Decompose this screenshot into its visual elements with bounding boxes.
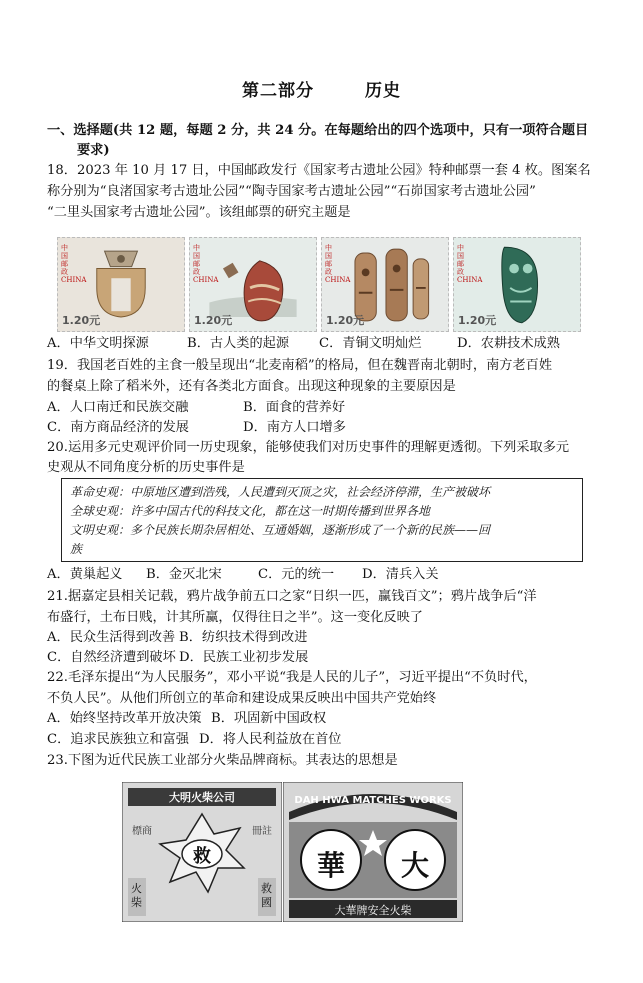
quote-civilization-cont: 族 [70,542,83,556]
stamp-price-label: 1.20元 [458,314,497,327]
q22-options-row2 [47,730,341,750]
q23-line1: 23.下图为近代民族工业部分火柴品牌商标。其表达的思想是 [47,753,398,768]
stamp-erlitou [453,237,581,332]
q19-options-row1 [47,398,345,418]
logo1-right-mark: 冊註 [252,826,272,837]
stamp-country-label: 中国邮政 CHINA [325,244,351,284]
option-b[interactable]: B．金灭北宋 [146,567,222,582]
q19-options-row2 [47,418,346,438]
logo2-top-text: DAH HWA MATCHES WORKS [294,795,452,806]
stamp-liangzhu [57,237,185,332]
option-d[interactable]: D．农耕技术成熟 [457,336,560,351]
section-instruction-line1: 一、选择题(共 12 题，每题 2 分，共 24 分。在每题给出的四个选项中，只有一项符合题目 [47,123,589,138]
q20-quote-box [61,478,583,562]
stamp-price-label: 1.20元 [62,314,101,327]
logo1-left-mark: 標商 [132,826,152,837]
option-d[interactable]: D．民族工业初步发展 [179,650,309,665]
stamp-set [57,237,581,332]
q21-line1: 21.据嘉定县相关记载，鸦片战争前五口之家“日织一匹，赢钱百文”；鸦片战争后“洋 [47,589,537,604]
q20-line1: 20.运用多元史观评价同一历史现象，能够使我们对历史事件的理解更透彻。下列采取多元 [47,440,570,455]
logo2-left-char: 華 [316,849,345,882]
option-c[interactable]: C．自然经济遭到破坏 [47,650,176,665]
stamp-taosi [189,237,317,332]
option-c[interactable]: C．青铜文明灿烂 [319,336,422,351]
option-b[interactable]: B．纺织技术得到改进 [179,630,308,645]
page-title [0,76,643,101]
q19-line2: 的餐桌上除了稻米外，还有各类北方面食。出现这种现象的主要原因是 [47,379,456,394]
q20-options [47,565,439,585]
stamp-country-label: 中国邮政 CHINA [61,244,87,284]
q18-line2: 称分别为“良渚国家考古遗址公园”“陶寺国家考古遗址公园”“石峁国家考古遗址公园” [47,184,536,199]
quote-revolution: 革命史观：中原地区遭到浩残，人民遭到灭顶之灾，社会经济停滞，生产被破坏 [70,485,491,499]
logo2-right-char: 大 [400,849,429,882]
option-b[interactable]: B．面食的营养好 [243,400,346,415]
match-logo-dahua [283,782,463,922]
option-d[interactable]: D．清兵入关 [362,567,439,582]
option-c[interactable]: C．南方商品经济的发展 [47,420,189,435]
part-label: 第二部分 [242,81,315,101]
q22-line2: 不负人民”。从他们所创立的革命和建设成果反映出中国共产党始终 [47,691,437,706]
q18-line3: “二里头国家考古遗址公园”。该组邮票的研究主题是 [47,205,351,220]
option-c[interactable]: C．追求民族独立和富强 [47,732,189,747]
option-d[interactable]: D．将人民利益放在首位 [199,732,342,747]
logo1-bottom-left: 火柴 [131,882,142,909]
logo1-bottom-right: 救國 [261,882,272,909]
q21-line2: 布盛行，土布日贱，计其所赢，仅得往日之半”。这一变化反映了 [47,610,423,625]
option-a[interactable]: A．人口南迁和民族交融 [47,400,189,415]
option-a[interactable]: A．民众生活得到改善 [47,630,176,645]
stamp-shimao [321,237,449,332]
stamp-country-label: 中国邮政 CHINA [457,244,483,284]
option-a[interactable]: A．黄巢起义 [47,567,123,582]
option-a[interactable]: A．始终坚持改革开放决策 [47,711,202,726]
subject-label: 历史 [364,81,401,101]
q19-line1: 19．我国老百姓的主食一般呈现出“北麦南稻”的格局，但在魏晋南北朝时，南方老百姓 [47,358,553,373]
logo1-center-char: 救 [193,846,211,867]
quote-civilization: 文明史观：多个民族长期杂居相处、互通婚姻，逐渐形成了一个新的民族——回 [70,523,491,537]
quote-global: 全球史观：许多中国古代的科技文化，都在这一时期传播到世界各地 [70,504,431,518]
option-b[interactable]: B．古人类的起源 [187,336,290,351]
q18-options [47,334,560,354]
stamp-price-label: 1.20元 [194,314,233,327]
q21-options-row1 [47,628,307,648]
section-instruction-line2: 要求) [77,143,110,158]
stamp-country-label: 中国邮政 CHINA [193,244,219,284]
q18-line1: 18．2023 年 10 月 17 日，中国邮政发行《国家考古遗址公园》特种邮票一套 4 枚。图案名 [47,163,591,178]
q22-line1: 22.毛泽东提出“为人民服务”，邓小平说“我是人民的儿子”，习近平提出“不负时代， [47,670,537,685]
option-d[interactable]: D．南方人口增多 [243,420,346,435]
logo2-bottom-text: 大華牌安全火柴 [334,904,412,917]
q20-line2: 史观从不同角度分析的历史事件是 [47,460,245,475]
q22-options-row1 [47,709,326,729]
q21-options-row2 [47,648,308,668]
match-logo-daming [122,782,282,922]
option-c[interactable]: C．元的统一 [258,567,335,582]
option-a[interactable]: A．中华文明探源 [47,336,149,351]
option-b[interactable]: B．巩固新中国政权 [211,711,327,726]
stamp-price-label: 1.20元 [326,314,365,327]
logo1-top-text: 大明火柴公司 [169,791,235,804]
